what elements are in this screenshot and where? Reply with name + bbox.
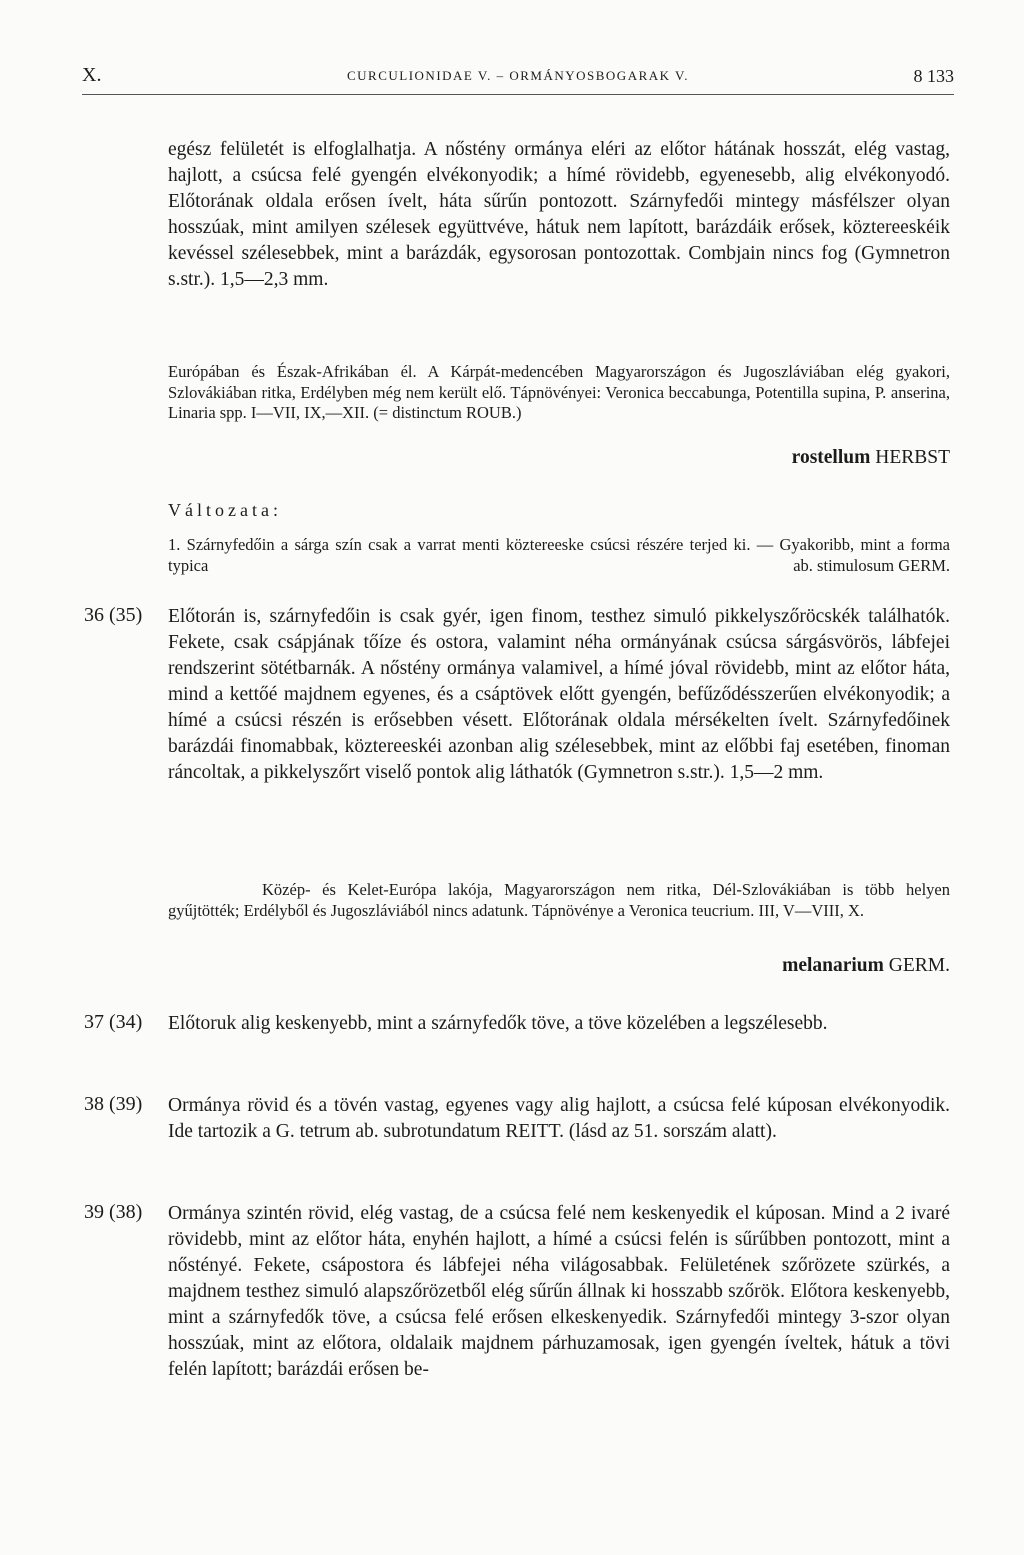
running-header — [82, 62, 954, 95]
species-name — [792, 447, 950, 469]
couplet-text: Előtorán is, szárnyfedőin is csak gyér, igen finom, testhez simuló pikkelyszőröcskék találhatók. Fekete, csak csápjának tőíze és ostora, valamint néha ormányának csúcsa sárgásvörös, lábfejei rendszerint sötétbarnák. A nőstény ormánya valamivel, a hímé jóval rövidebb, mint az előtor háta, mind a kettőé majdnem egyenes, és a csáptövek előtt gyengén, befűződésszerűen elvékonyodik; a hímé a csúcsi részén is erősebben vésett. Előtorának oldala mérsékelten ívelt. Szárnyfedőinek barázdái finomabbak, köztereeskéi azonban alig szélesebbek, mint az előbbi faj esetében, finoman ráncoltak, a pikkelyszőrt viselő pontok alig láthatók (Gymnetron s.str.). 1,5—2 mm. — [168, 606, 950, 783]
species-author: GERM. — [888, 955, 950, 976]
distribution-note: Európában és Észak-Afrikában él. A Kárpát-medencében Magyarországon és Jugoszláviában elég gyakori, Szlovákiában ritka, Erdélyben még nem került elő. Tápnövényei: Veronica beccabunga, Potentilla supina, P. anserina, Linaria spp. I—VII, IX,—XII. (= distinctum ROUB.) — [168, 362, 950, 422]
chapter-number: X. — [82, 64, 102, 86]
variant-name: ab. stimulosum GERM. — [793, 556, 950, 575]
couplet-text: Előtoruk alig keskenyebb, mint a szárnyfedők töve, a töve közelében a legszélesebb. — [168, 1013, 828, 1034]
variants-heading: Változata: — [168, 500, 282, 520]
running-title: CURCULIONIDAE V. – ORMÁNYOSBOGARAK V. — [346, 68, 690, 83]
variant-description: 1. Szárnyfedőin a sárga szín csak a varrat menti köztereeske csúcsi részére terjed ki. — Gyakoribb, mint a forma typica — [168, 535, 950, 575]
couplet-number: 39 (38) — [84, 1201, 143, 1223]
description-paragraph: egész felületét is elfoglalhatja. A nőstény ormánya eléri az előtor hátának hosszát, elég vastag, hajlott, a csúcsa felé gyengén elvékonyodik; a hímé rövidebb, egyenesebb, alig elvékonyodó. Előtorának oldala erősen ívelt, háta sűrűn pontozott. Szárnyfedői mintegy másfélszer olyan hosszúak, mint amilyen szélesek együttvéve, hátuk nem lapított, barázdáik erősek, köztereeskéik kevéssel szélesebbek, mint a barázdák, egysorosan pontozottak. Combjain nincs fog (Gymnetron s.str.). 1,5—2,3 mm. — [168, 139, 950, 290]
species-epithet: rostellum — [791, 447, 871, 468]
couplet-number: 37 (34) — [84, 1011, 143, 1033]
species-name — [782, 955, 950, 977]
couplet-number: 38 (39) — [84, 1093, 143, 1115]
couplet-text: Ormánya szintén rövid, elég vastag, de a csúcsa felé nem keskenyedik el kúposan. Mind a 2 ivaré rövidebb, mint az előtor háta, enyhén hajlott, a hímé a csúcsi felén is sűrűbben pontozott, mint a nőstényé. Fekete, csápostora és lábfejei néha világosabbak. Felületének szőrözete szürkés, a majdnem testhez simuló alapszőrözetből elég sűrűn állnak ki hosszabb szőrök. Előtora keskenyebb, mint a szárnyfedők töve, a csúcsa felé erősen elkeskenyedik. Szárnyfedői mintegy 3-szor olyan hosszúak, mint az előtora, oldalaik majdnem párhuzamosak, igen gyengén íveltek, hátuk a tövi felén lapított; barázdái erősen be- — [168, 1203, 950, 1380]
couplet-number: 36 (35) — [84, 604, 143, 626]
distribution-note: Közép- és Kelet-Európa lakója, Magyarországon nem ritka, Dél-Szlovákiában is több helyen gyűjtötték; Erdélyből és Jugoszláviából nincs adatunk. Tápnövénye a Veronica teucrium. III, V—VIII, X. — [168, 880, 950, 920]
couplet-text: Ormánya rövid és a tövén vastag, egyenes vagy alig hajlott, a csúcsa felé kúposan elvékonyodik. Ide tartozik a G. tetrum ab. subrotundatum REITT. (lásd az 51. sorszám alatt). — [168, 1095, 950, 1142]
page-number: 8 133 — [913, 66, 954, 86]
species-epithet: melanarium — [782, 955, 884, 976]
species-author: HERBST — [875, 447, 950, 468]
